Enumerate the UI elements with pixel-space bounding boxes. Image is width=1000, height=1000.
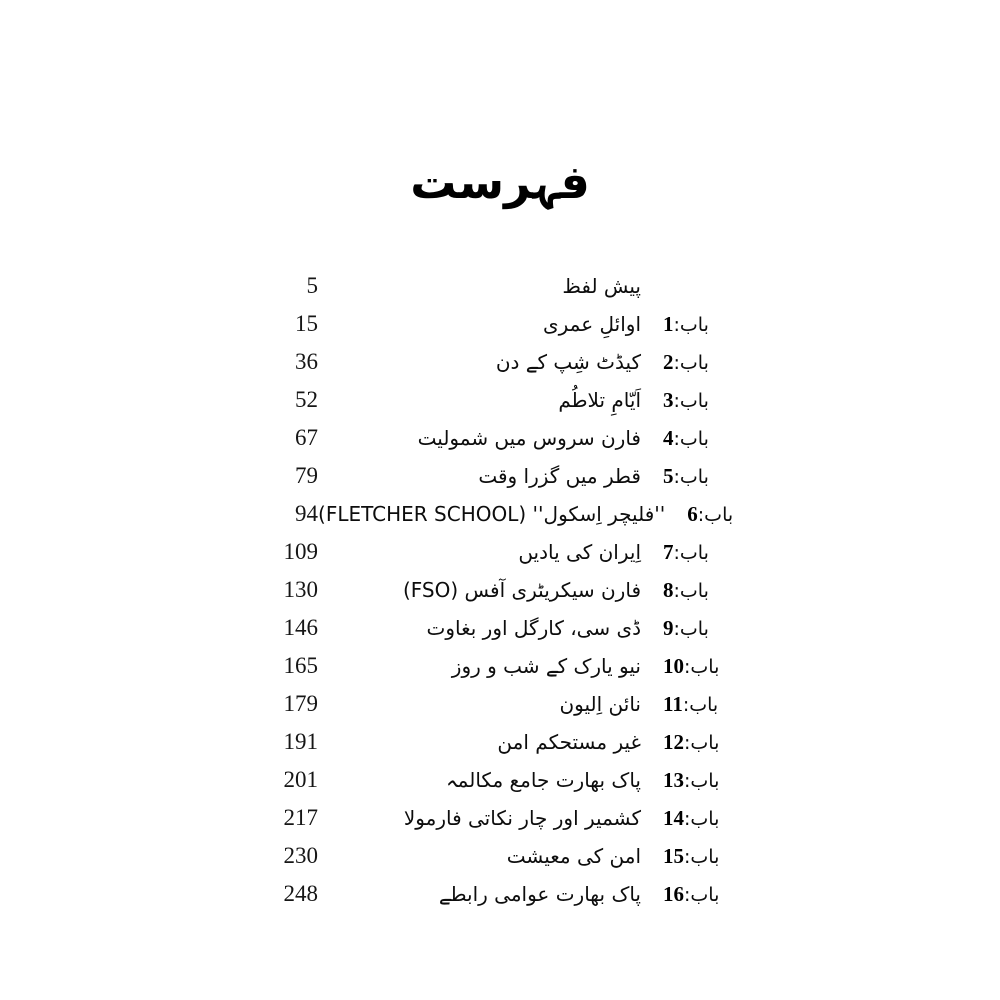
page-number: 94 <box>295 501 318 526</box>
toc-entry <box>250 457 735 495</box>
page-number: 146 <box>283 615 318 640</box>
page-number: 217 <box>283 805 318 830</box>
page-number: 109 <box>283 539 318 564</box>
chapter-label <box>687 502 759 527</box>
chapter-word: باب: <box>673 541 709 564</box>
page-number: 36 <box>295 349 318 374</box>
chapter-label <box>663 578 735 603</box>
chapter-word: باب: <box>684 807 720 830</box>
page-number: 130 <box>283 577 318 602</box>
toc-entry <box>250 875 735 913</box>
chapter-label <box>663 692 735 717</box>
chapter-label <box>663 806 735 831</box>
chapter-number: 13 <box>663 767 684 792</box>
chapter-label <box>663 730 735 755</box>
chapter-title: اوائلِ عمری <box>542 312 641 336</box>
toc-entry <box>250 495 735 533</box>
chapter-label <box>663 426 735 451</box>
page-number: 5 <box>306 273 318 298</box>
chapter-number: 11 <box>663 691 683 716</box>
toc-entry <box>250 343 735 381</box>
toc-entry <box>250 837 735 875</box>
toc-entry <box>250 267 735 305</box>
chapter-label <box>663 388 735 413</box>
chapter-number: 4 <box>663 425 674 450</box>
chapter-word: باب: <box>673 389 709 412</box>
chapter-word: باب: <box>673 351 709 374</box>
chapter-word: باب: <box>673 427 709 450</box>
chapter-title: اِیران کی یادیں <box>518 540 641 564</box>
page-number: 201 <box>283 767 318 792</box>
chapter-number: 9 <box>663 615 674 640</box>
chapter-title: پاک بھارت عوامی رابطے <box>438 882 641 906</box>
page-number: 165 <box>283 653 318 678</box>
page-number: 79 <box>295 463 318 488</box>
chapter-number: 10 <box>663 653 684 678</box>
toc-entry <box>250 761 735 799</box>
chapter-number: 5 <box>663 463 674 488</box>
chapter-word: باب: <box>673 465 709 488</box>
chapter-title: فارن سیکریٹری آفس (FSO) <box>402 578 641 602</box>
toc-entry <box>250 723 735 761</box>
chapter-number: 1 <box>663 311 674 336</box>
chapter-label <box>663 882 735 907</box>
chapter-word: باب: <box>673 617 709 640</box>
chapter-number: 8 <box>663 577 674 602</box>
chapter-word: باب: <box>684 731 720 754</box>
chapter-title: کیڈٹ شِپ کے دن <box>495 350 641 374</box>
chapter-number: 15 <box>663 843 684 868</box>
page-number: 248 <box>283 881 318 906</box>
page-number: 230 <box>283 843 318 868</box>
page-number: 179 <box>283 691 318 716</box>
chapter-label <box>663 464 735 489</box>
chapter-title: پیش لفظ <box>562 274 641 298</box>
toc-entry <box>250 609 735 647</box>
chapter-label <box>663 844 735 869</box>
chapter-word: باب: <box>684 655 720 678</box>
toc-entry <box>250 647 735 685</box>
toc-entry <box>250 381 735 419</box>
chapter-word: باب: <box>682 693 719 716</box>
chapter-title: ڈی سی، کارگل اور بغاوت <box>426 616 641 640</box>
chapter-number: 2 <box>663 349 674 374</box>
chapter-label <box>663 312 735 337</box>
chapter-label <box>663 654 735 679</box>
chapter-title: فارن سروس میں شمولیت <box>417 426 641 450</box>
chapter-word: باب: <box>684 769 720 792</box>
chapter-label <box>663 540 735 565</box>
page-number: 67 <box>295 425 318 450</box>
chapter-title: پاک بھارت جامع مکالمہ <box>445 768 641 792</box>
chapter-number: 7 <box>663 539 674 564</box>
chapter-title: اَیّامِ تلاطُم <box>558 388 641 412</box>
chapter-label <box>663 350 735 375</box>
chapter-title: غیر مستحکم امن <box>497 730 641 754</box>
toc-entry <box>250 533 735 571</box>
chapter-number: 14 <box>663 805 684 830</box>
chapter-word: باب: <box>673 579 709 602</box>
chapter-word: باب: <box>684 883 720 906</box>
chapter-title: نیو یارک کے شب و روز <box>451 654 641 678</box>
toc-entry <box>250 799 735 837</box>
page-number: 52 <box>295 387 318 412</box>
chapter-word: باب: <box>684 845 720 868</box>
chapter-word: باب: <box>673 313 709 336</box>
toc-entry <box>250 685 735 723</box>
chapter-title: نائن اِلیون <box>559 692 641 716</box>
page-title: فہرست <box>410 155 590 209</box>
chapter-number: 6 <box>687 501 698 526</box>
page-number: 15 <box>295 311 318 336</box>
chapter-title: کشمیر اور چار نکاتی فارمولا <box>403 806 641 830</box>
chapter-word: باب: <box>697 503 734 526</box>
chapter-label <box>663 616 735 641</box>
toc-entry <box>250 419 735 457</box>
toc-entry <box>250 305 735 343</box>
chapter-number: 12 <box>663 729 684 754</box>
chapter-number: 3 <box>663 387 674 412</box>
toc-entry <box>250 571 735 609</box>
chapter-title: قطر میں گزرا وقت <box>478 464 641 488</box>
chapter-title: ''فلیچر اِسکول'' (FLETCHER SCHOOL) <box>318 502 666 526</box>
chapter-label <box>663 768 735 793</box>
toc-list <box>250 267 735 913</box>
chapter-number: 16 <box>663 881 684 906</box>
page-number: 191 <box>283 729 318 754</box>
chapter-title: امن کی معیشت <box>506 844 641 868</box>
